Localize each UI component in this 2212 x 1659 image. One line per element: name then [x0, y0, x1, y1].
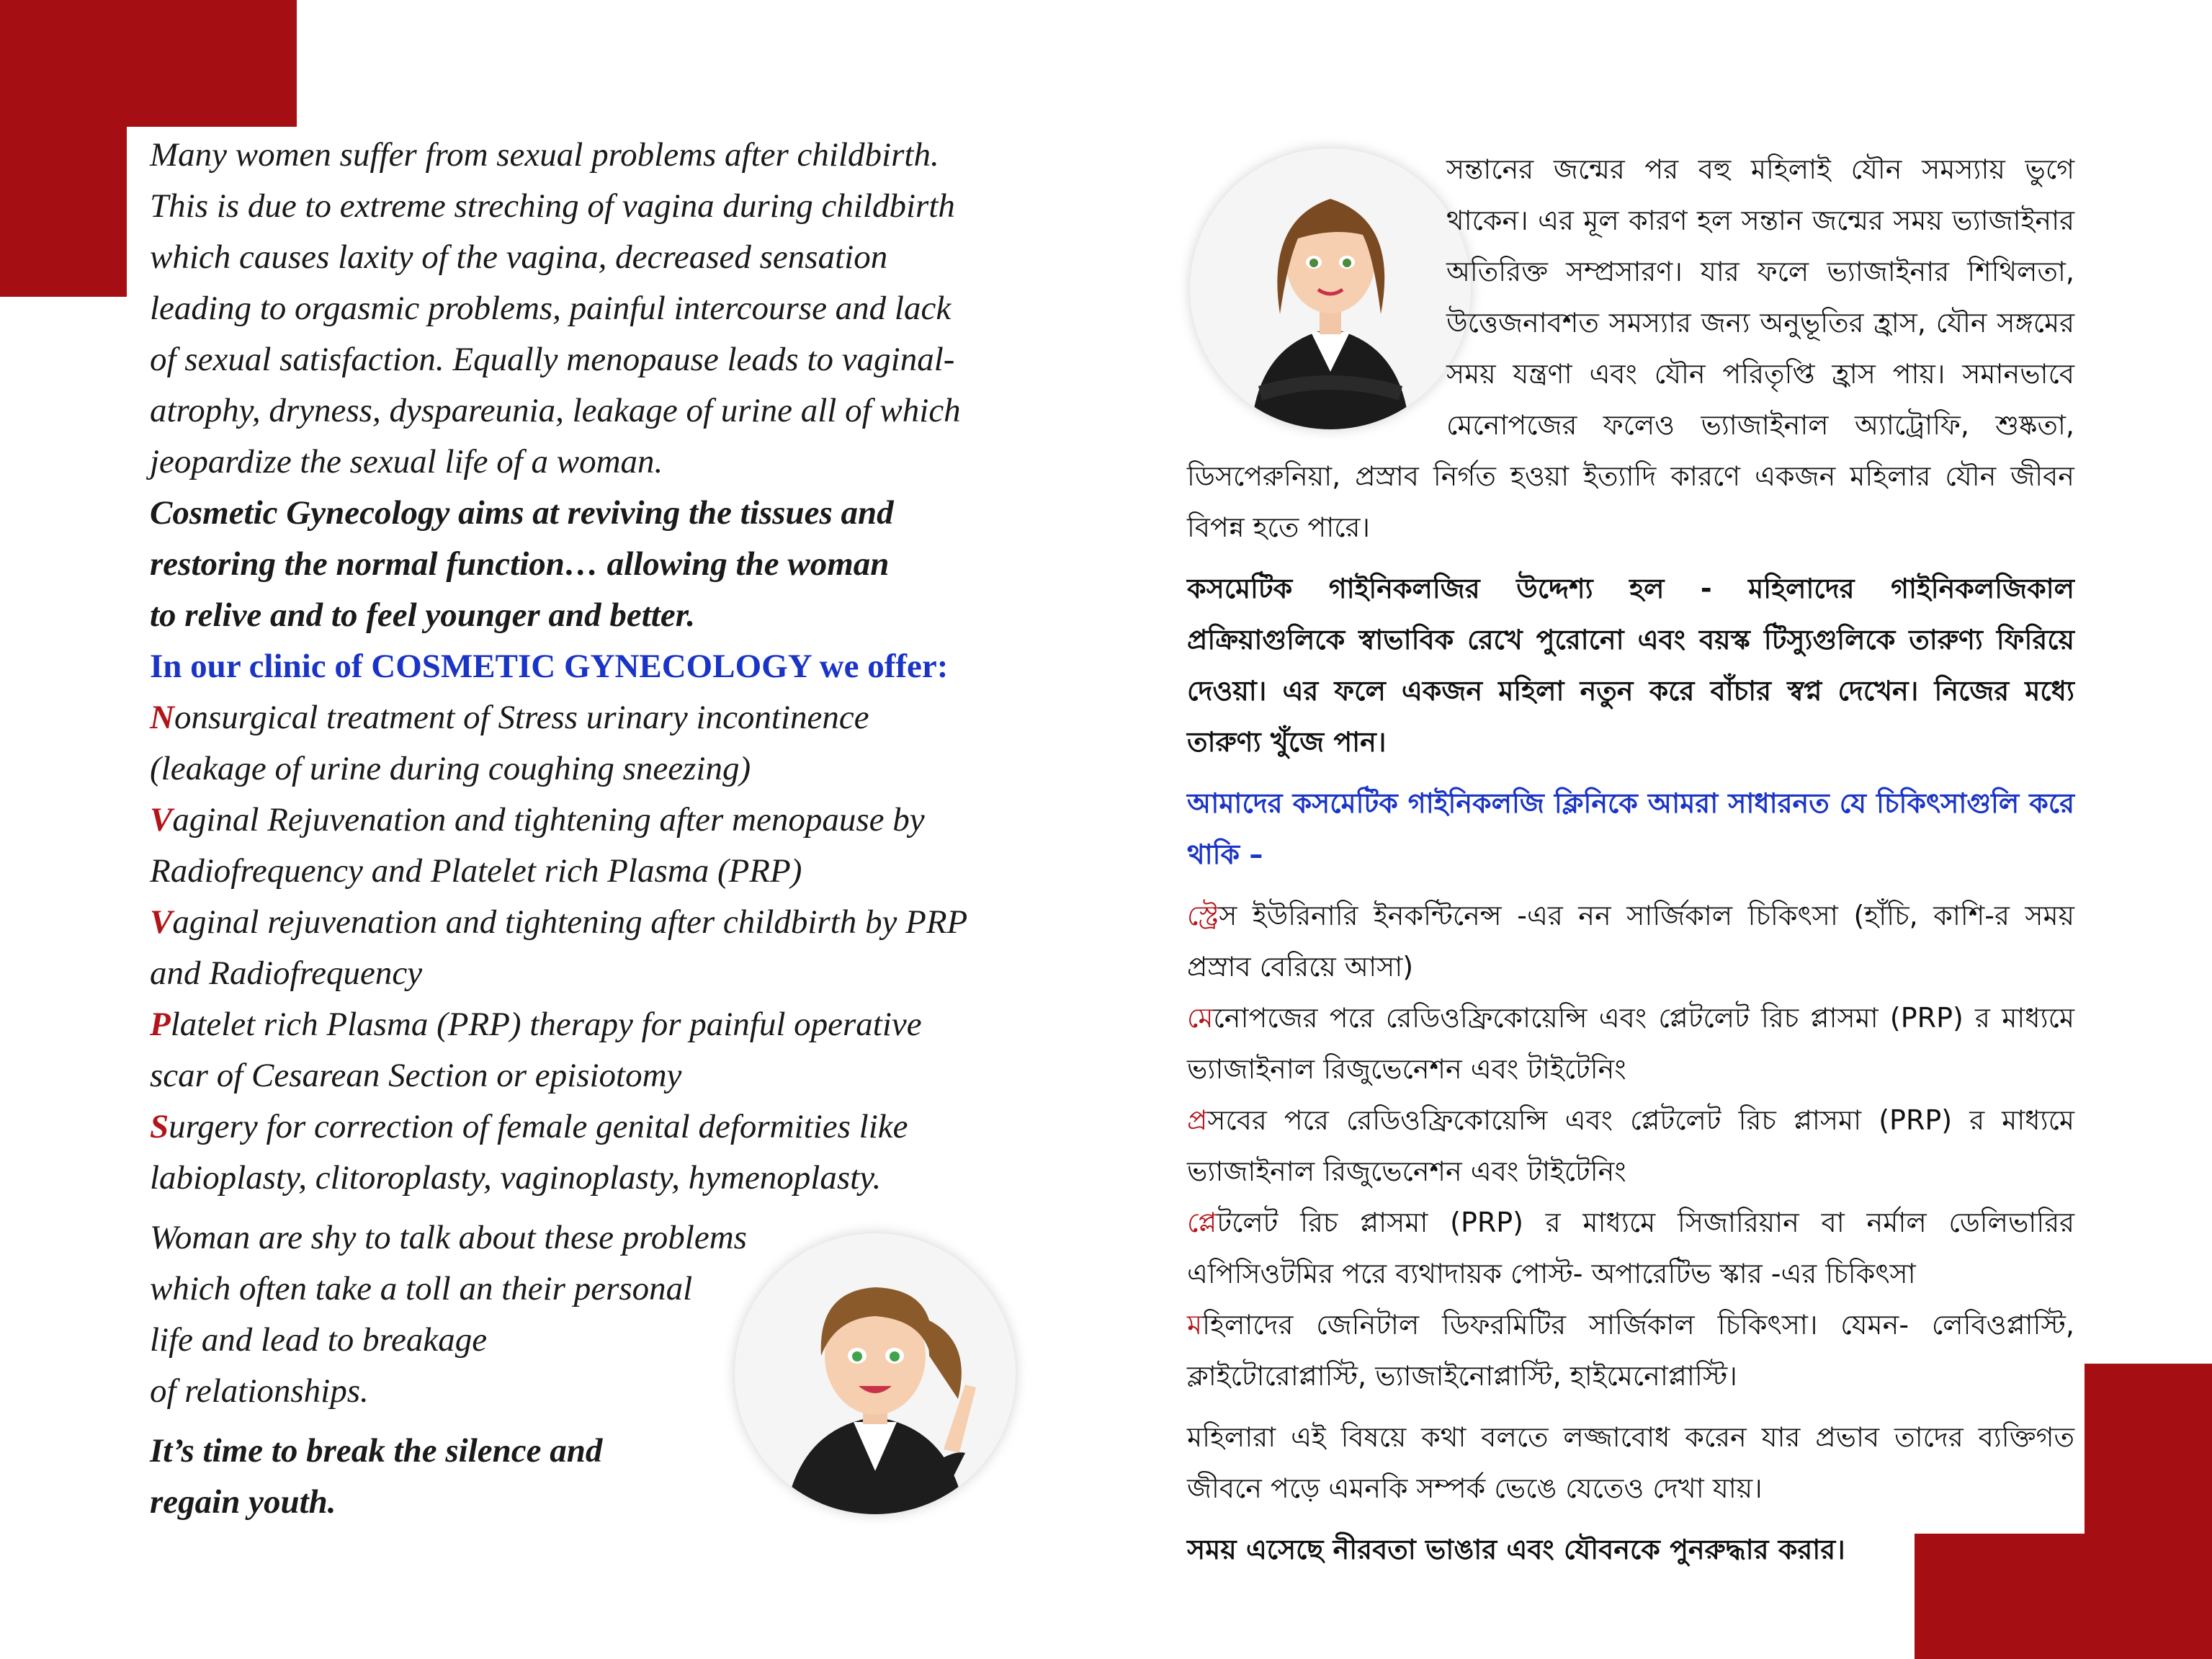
service-text: latelet rich Plasma (PRP) therapy for painful operative — [170, 1006, 922, 1043]
bn-service-item — [1187, 890, 2074, 993]
bn-service-item — [1187, 1095, 2074, 1197]
bn-service-initial: প্লে — [1187, 1207, 1217, 1238]
service-initial: S — [150, 1108, 169, 1145]
bn-service-text: টলেট রিচ প্লাসমা (PRP) র মাধ্যমে সিজারিয়ান বা নর্মাল ডেলিভারির এপিসিওটমির পরে ব্যথাদায়ক পোস্ট- অপারেটিভ স্কার -এর চিকিৎসা — [1187, 1207, 2074, 1289]
intro-line: of sexual satisfaction. Equally menopause leads to vaginal- — [150, 341, 955, 378]
bn-service-item — [1187, 993, 2074, 1095]
service-text: aginal Rejuvenation and tightening after menopause by — [172, 801, 925, 839]
bn-service-text: হিলাদের জেনিটাল ডিফরমিটির সার্জিকাল চিকিৎসা। যেমন- লেবিওপ্লাস্টি, ক্লাইটোরোপ্লাস্টি, ভ্যাজাইনোপ্লাস্টি, হাইমেনোপ্লাস্টি। — [1187, 1309, 2074, 1392]
intro-line: atrophy, dryness, dyspareunia, leakage of urine all of which — [150, 392, 961, 429]
service-item — [150, 999, 1057, 1101]
service-text: urgery for correction of female genital deformities like — [169, 1108, 908, 1145]
aim-line: Cosmetic Gynecology aims at reviving the tissues and — [150, 494, 894, 532]
aim-line: restoring the normal function… allowing the woman — [150, 545, 890, 583]
bn-service-initial: স্ট্রে — [1187, 900, 1219, 931]
service-text: onsurgical treatment of Stress urinary incontinence — [174, 699, 869, 736]
shy-line: of relationships. — [150, 1372, 369, 1410]
woman-pointing-illustration — [735, 1233, 1016, 1514]
bn-service-item — [1187, 1197, 2074, 1300]
intro-line: This is due to extreme streching of vagina during childbirth — [150, 187, 955, 225]
avatar-spacer — [1187, 144, 1446, 447]
bengali-column — [1187, 144, 2074, 1575]
service-initial: V — [150, 903, 173, 941]
bn-service-text: সবের পরে রেডিওফ্রিকোয়েন্সি এবং প্লেটলেট রিচ প্লাসমা (PRP) র মাধ্যমে ভ্যাজাইনাল রিজুভেনেশন এবং টাইটেনিং — [1187, 1104, 2074, 1187]
service-text: scar of Cesarean Section or episiotomy — [150, 1057, 682, 1094]
service-text: labioplasty, clitoroplasty, vaginoplasty, hymenoplasty. — [150, 1159, 882, 1197]
shy-line: Woman are shy to talk about these problems — [150, 1219, 747, 1256]
bn-aim-paragraph: কসমেটিক গাইনিকলজির উদ্দেশ্য হল - মহিলাদের গাইনিকলজিকাল প্রক্রিয়াগুলিকে স্বাভাবিক রেখে পুরোনো এবং বয়স্ক টিস্যুগুলিকে তারুণ্য ফিরিয়ে দেওয়া। এর ফলে একজন মহিলা নতুন করে বাঁচার স্বপ্ন দেখেন। নিজের মধ্যে তারুণ্য খুঁজে পান। — [1187, 573, 2074, 758]
intro-line: Many women suffer from sexual problems after childbirth. — [150, 136, 939, 174]
intro-line: leading to orgasmic problems, painful intercourse and lack — [150, 290, 951, 327]
shy-line: which often take a toll an their personal — [150, 1270, 693, 1307]
intro-paragraph — [150, 130, 1057, 488]
aim-paragraph — [150, 488, 1057, 641]
shy-line: life and lead to breakage — [150, 1321, 488, 1359]
services-list — [150, 692, 1057, 1204]
service-text: Radiofrequency and Platelet rich Plasma (PRP) — [150, 852, 802, 890]
closing-line: It’s time to break the silence and — [150, 1432, 603, 1470]
bn-services-list — [1187, 890, 2074, 1402]
service-initial: V — [150, 801, 173, 839]
service-item — [150, 692, 1057, 795]
bn-shy-paragraph: মহিলারা এই বিষয়ে কথা বলতে লজ্জাবোধ করেন যার প্রভাব তাদের ব্যক্তিগত জীবনে পড়ে এমনকি সম্পর্ক ভেঙে যেতেও দেখা যায়। — [1187, 1421, 2074, 1504]
service-item — [150, 1101, 1057, 1204]
bn-closing-line: সময় এসেছে নীরবতা ভাঙার এবং যৌবনকে পুনরুদ্ধার করার। — [1187, 1534, 1845, 1565]
closing-line: regain youth. — [150, 1483, 336, 1521]
service-item — [150, 795, 1057, 897]
service-initial: N — [150, 699, 174, 736]
bn-offer-heading: আমাদের কসমেটিক গাইনিকলজি ক্লিনিকে আমরা সাধারনত যে চিকিৎসাগুলি করে থাকি – — [1187, 787, 2074, 870]
service-initial: P — [150, 1006, 171, 1043]
service-text: (leakage of urine during coughing sneezing) — [150, 750, 751, 787]
bn-service-initial: মে — [1187, 1002, 1214, 1034]
bn-service-text: স ইউরিনারি ইনকন্টিনেন্স -এর নন সার্জিকাল চিকিৎসা (হাঁচি, কাশি-র সময় প্রস্রাব বেরিয়ে আসা) — [1187, 900, 2074, 983]
intro-line: jeopardize the sexual life of a woman. — [150, 443, 663, 480]
intro-line: which causes laxity of the vagina, decreased sensation — [150, 238, 888, 276]
bn-service-initial: প্র — [1187, 1104, 1208, 1136]
aim-line: to relive and to feel younger and better. — [150, 596, 696, 634]
offer-heading: In our clinic of COSMETIC GYNECOLOGY we offer: — [150, 648, 949, 685]
bn-service-text: নোপজের পরে রেডিওফ্রিকোয়েন্সি এবং প্লেটলেট রিচ প্লাসমা (PRP) র মাধ্যমে ভ্যাজাইনাল রিজুভেনেশন এবং টাইটেনিং — [1187, 1002, 2074, 1085]
bn-intro-paragraph: সন্তানের জন্মের পর বহু মহিলাই যৌন সমস্যায় ভুগে থাকেন। এর মূল কারণ হল সন্তান জন্মের সময় ভ্যাজাইনার অতিরিক্ত সম্প্রসারণ। যার ফলে ভ্যাজাইনার শিথিলতা, উত্তেজনাবশত সমস্যার জন্য অনুভূতির হ্রাস, যৌন সঙ্গমের সময় যন্ত্রণা এবং যৌন পরিতৃপ্তি হ্রাস পায়। সমানভাবে মেনোপজের ফলেও ভ্যাজাইনাল অ্যাট্রোফি, শুষ্কতা, ডিসপেরুনিয়া, প্রস্রাব নির্গত হওয়া ইত্যাদি কারণে একজন মহিলার যৌন জীবন বিপন্ন হতে পারে। — [1187, 153, 2074, 543]
bn-service-item — [1187, 1300, 2074, 1402]
service-item — [150, 897, 1057, 999]
service-text: aginal rejuvenation and tightening after childbirth by PRP — [172, 903, 968, 941]
service-text: and Radiofrequency — [150, 954, 423, 992]
bn-service-initial: ম — [1187, 1309, 1203, 1341]
